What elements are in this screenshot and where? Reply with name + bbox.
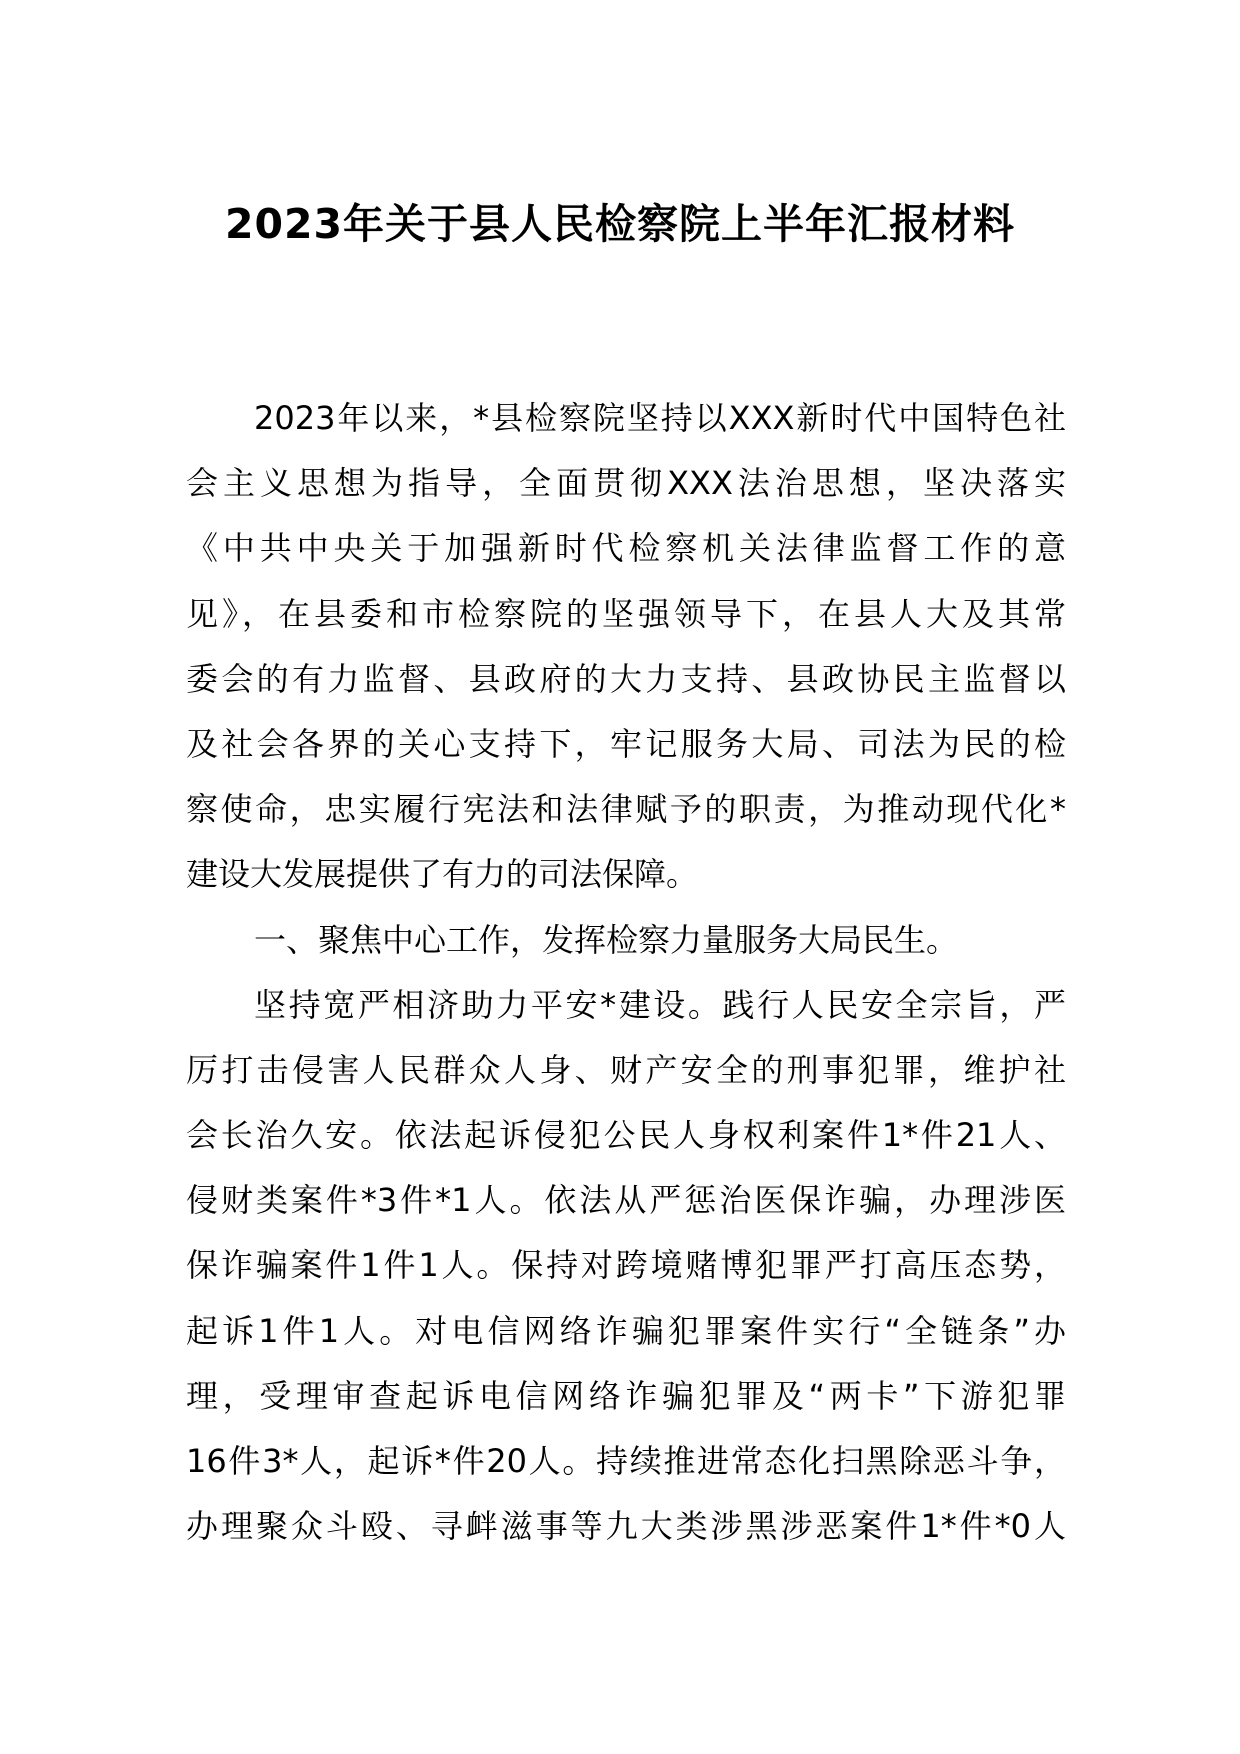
body-line: 办理聚众斗殴、寻衅滋事等九大类涉黑涉恶案件1*件*0人 [186,1507,1066,1546]
body-line: 建设大发展提供了有力的司法保障。 [186,855,699,894]
document-body [186,386,1066,1559]
body-line: 保诈骗案件1件1人。保持对跨境赌博犯罪严打高压态势， [186,1246,1066,1285]
body-line: 2023年以来，*县检察院坚持以XXX新时代中国特色社 [254,399,1066,437]
body-line: 坚持宽严相济助力平安*建设。践行人民安全宗旨，严 [254,985,1066,1024]
body-line: 委会的有力监督、县政府的大力支持、县政协民主监督以 [186,659,1066,698]
body-line: 侵财类案件*3件*1人。依法从严惩治医保诈骗，办理涉医 [186,1181,1066,1220]
body-line: 厉打击侵害人民群众人身、财产安全的刑事犯罪，维护社 [186,1050,1066,1089]
section-heading: 一、聚焦中心工作，发挥检察力量服务大局民生。 [254,920,959,959]
body-line: 察使命，忠实履行宪法和法律赋予的职责，为推动现代化* [186,790,1066,829]
body-line: 见》，在县委和市检察院的坚强领导下，在县人大及其常 [186,594,1066,633]
document-title: 2023年关于县人民检察院上半年汇报材料 [224,200,1016,248]
body-line: 及社会各界的关心支持下，牢记服务大局、司法为民的检 [186,724,1066,763]
body-line: 起诉1件1人。对电信网络诈骗犯罪案件实行“全链条”办 [186,1311,1066,1350]
body-line: 16件3*人，起诉*件20人。持续推进常态化扫黑除恶斗争， [186,1442,1066,1480]
body-line: 《中共中央关于加强新时代检察机关法律监督工作的意 [186,529,1066,568]
body-line: 会长治久安。依法起诉侵犯公民人身权利案件1*件21人、 [186,1116,1066,1155]
body-line: 会主义思想为指导，全面贯彻XXX法治思想，坚决落实 [186,464,1066,503]
body-line: 理，受理审查起诉电信网络诈骗犯罪及“两卡”下游犯罪 [186,1376,1066,1415]
